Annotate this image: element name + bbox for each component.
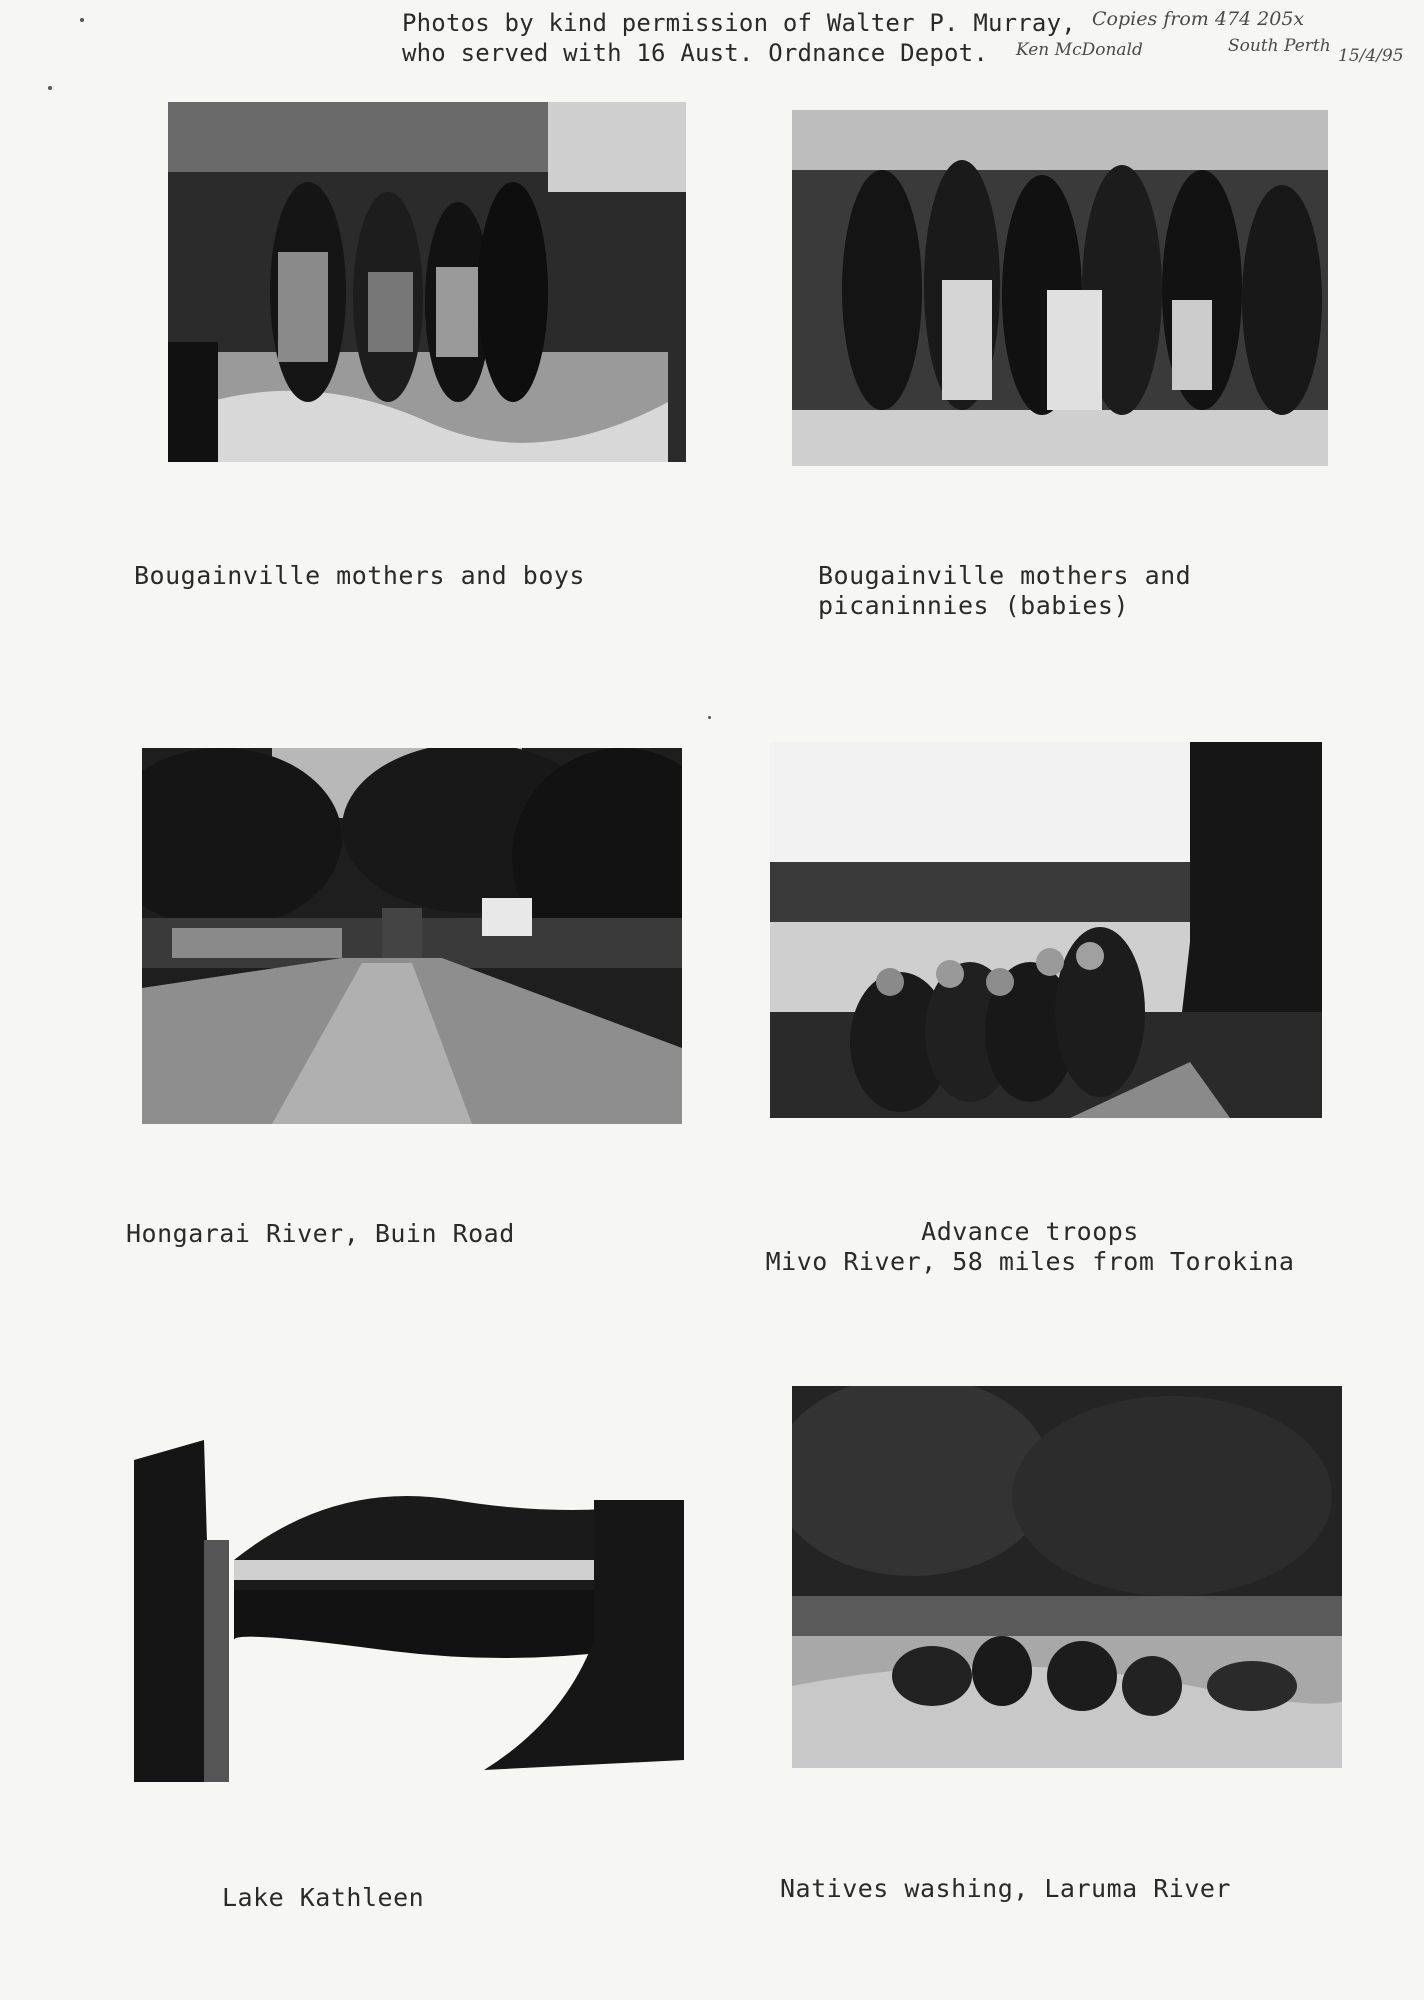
caption-photo-3: Hongarai River, Buin Road (126, 1219, 515, 1248)
page-header (402, 8, 1076, 68)
handwritten-note-place: South Perth (1228, 36, 1331, 56)
caption-photo-4 (700, 1217, 1360, 1277)
caption-photo-2 (818, 561, 1191, 621)
handwritten-note-name: Ken McDonald (1016, 40, 1143, 60)
caption-photo-1: Bougainville mothers and boys (134, 561, 585, 590)
header-line-1: Photos by kind permission of Walter P. Murray, (402, 9, 1076, 37)
handwritten-note-copies: Copies from 474 205x (1092, 8, 1305, 30)
caption-photo-4-line-2: Mivo River, 58 miles from Torokina (765, 1247, 1295, 1276)
handwritten-note-date: 15/4/95 (1338, 46, 1404, 66)
header-line-2: who served with 16 Aust. Ordnance Depot. (402, 39, 988, 67)
caption-photo-5: Lake Kathleen (222, 1883, 425, 1912)
photo-bougainville-mothers-boys (168, 102, 686, 462)
photo-hongarai-river-buin-road (142, 748, 682, 1124)
caption-photo-6: Natives washing, Laruma River (780, 1874, 1231, 1903)
caption-photo-2-line-1: Bougainville mothers and (818, 561, 1192, 590)
photo-natives-washing-laruma-river (792, 1386, 1342, 1768)
speck (708, 716, 711, 719)
photo-bougainville-mothers-picaninnies (792, 110, 1328, 466)
caption-photo-2-line-2: picaninnies (babies) (818, 591, 1130, 620)
caption-photo-4-line-1: Advance troops (921, 1217, 1139, 1246)
speck (48, 86, 52, 90)
speck (80, 18, 84, 22)
photo-lake-kathleen (134, 1440, 684, 1782)
photo-advance-troops-mivo-river (770, 742, 1322, 1118)
